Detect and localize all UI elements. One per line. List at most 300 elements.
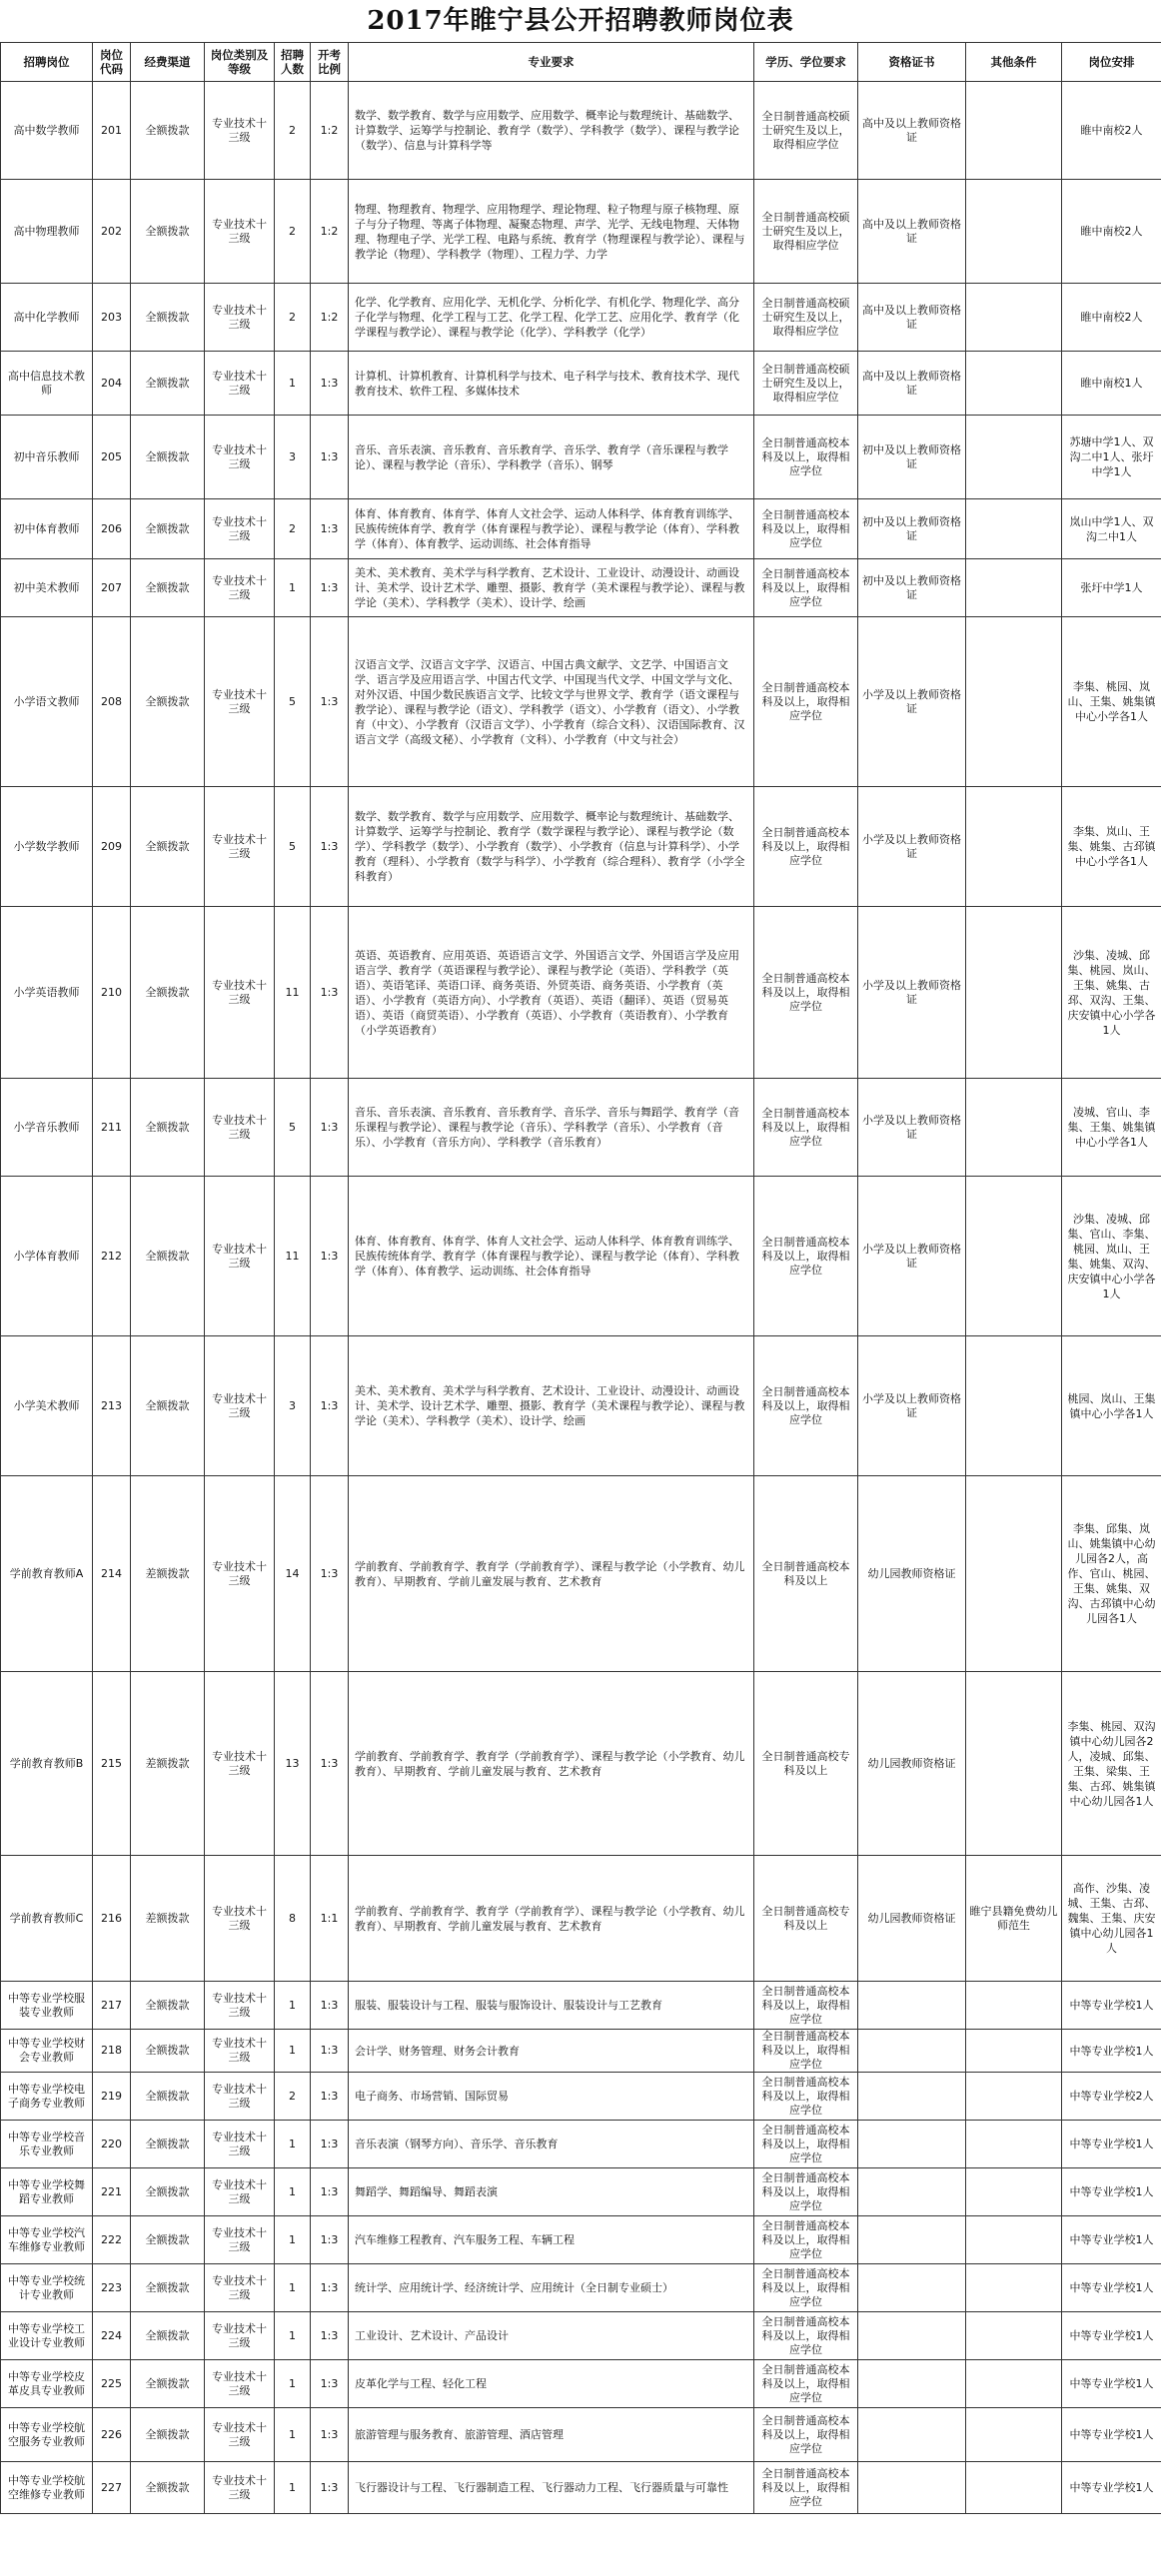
cell-education: 全日制普通高校本科及以上，取得相应学位 xyxy=(754,2360,858,2408)
cell-fund: 全额拨款 xyxy=(131,2121,205,2168)
cell-post: 学前教育教师A xyxy=(1,1476,93,1672)
cell-other xyxy=(966,1476,1062,1672)
cell-placement: 睢中南校2人 xyxy=(1062,82,1161,180)
cell-count: 1 xyxy=(275,2360,311,2408)
cell-ratio: 1:3 xyxy=(311,1336,349,1476)
cell-category: 专业技术十三级 xyxy=(205,2030,275,2073)
table-row xyxy=(1,2360,1161,2408)
cell-fund: 全额拨款 xyxy=(131,2312,205,2360)
cell-code: 204 xyxy=(93,352,131,416)
cell-fund: 全额拨款 xyxy=(131,82,205,180)
table-row xyxy=(1,1336,1161,1476)
header-code: 岗位代码 xyxy=(93,43,131,82)
cell-placement: 中等专业学校1人 xyxy=(1062,2030,1161,2073)
cell-major: 音乐、音乐表演、音乐教育、音乐教育学、音乐学、音乐与舞蹈学、教育学（音乐课程与教学论）、课程与教学论（音乐）、学科教学（音乐）、小学教育（音乐）、小学教育（音乐方向）、学科教学（音乐教育） xyxy=(349,1079,754,1177)
table-row xyxy=(1,2030,1161,2073)
cell-code: 205 xyxy=(93,416,131,499)
table-row xyxy=(1,907,1161,1079)
cell-category: 专业技术十三级 xyxy=(205,1476,275,1672)
cell-code: 216 xyxy=(93,1856,131,1982)
cell-post: 中等专业学校服装专业教师 xyxy=(1,1982,93,2030)
header-certificate: 资格证书 xyxy=(858,43,966,82)
cell-post: 学前教育教师B xyxy=(1,1672,93,1856)
cell-major: 数学、数学教育、数学与应用数学、应用数学、概率论与数理统计、基础数学、计算数学、运筹学与控制论、教育学（数学课程与教学论）、课程与教学论（数学）、学科教学（数学）、小学教育（数学）、小学教育（信息与计算科学）、小学教育（理科）、小学教育（数学与科学）、小学教育（综合理科）、教育学（小学全科教育） xyxy=(349,787,754,907)
cell-placement: 睢中南校1人 xyxy=(1062,352,1161,416)
cell-certificate: 小学及以上教师资格证 xyxy=(858,787,966,907)
cell-major: 学前教育、学前教育学、教育学（学前教育学）、课程与教学论（小学教育、幼儿教育）、早期教育、学前儿童发展与教育、艺术教育 xyxy=(349,1856,754,1982)
table-row xyxy=(1,2073,1161,2121)
cell-other xyxy=(966,2408,1062,2462)
cell-certificate: 幼儿园教师资格证 xyxy=(858,1476,966,1672)
cell-ratio: 1:3 xyxy=(311,2408,349,2462)
cell-code: 223 xyxy=(93,2264,131,2312)
cell-code: 207 xyxy=(93,559,131,617)
cell-education: 全日制普通高校本科及以上，取得相应学位 xyxy=(754,1336,858,1476)
cell-fund: 全额拨款 xyxy=(131,2360,205,2408)
cell-fund: 差额拨款 xyxy=(131,1856,205,1982)
cell-major: 计算机、计算机教育、计算机科学与技术、电子科学与技术、教育技术学、现代教育技术、软件工程、多媒体技术 xyxy=(349,352,754,416)
header-major: 专业要求 xyxy=(349,43,754,82)
cell-placement: 岚山中学1人、双沟二中1人 xyxy=(1062,499,1161,559)
cell-certificate xyxy=(858,2408,966,2462)
cell-category: 专业技术十三级 xyxy=(205,787,275,907)
cell-post: 中等专业学校航空维修专业教师 xyxy=(1,2462,93,2514)
cell-category: 专业技术十三级 xyxy=(205,1177,275,1336)
cell-other xyxy=(966,1672,1062,1856)
cell-other xyxy=(966,499,1062,559)
cell-count: 5 xyxy=(275,1079,311,1177)
cell-placement: 李集、桃园、双沟镇中心幼儿园各2人，凌城、邱集、王集、梁集、王集、古邳、姚集镇中心幼儿园各1人 xyxy=(1062,1672,1161,1856)
cell-count: 1 xyxy=(275,559,311,617)
cell-category: 专业技术十三级 xyxy=(205,2264,275,2312)
table-row xyxy=(1,2121,1161,2168)
cell-ratio: 1:2 xyxy=(311,284,349,352)
cell-education: 全日制普通高校本科及以上，取得相应学位 xyxy=(754,2312,858,2360)
cell-education: 全日制普通高校本科及以上，取得相应学位 xyxy=(754,1982,858,2030)
cell-fund: 全额拨款 xyxy=(131,2030,205,2073)
cell-education: 全日制普通高校本科及以上，取得相应学位 xyxy=(754,787,858,907)
cell-major: 体育、体育教育、体育学、体育人文社会学、运动人体科学、体育教育训练学、民族传统体育学、教育学（体育课程与教学论）、课程与教学论（体育）、学科教学（体育）、体育教学、运动训练、社会体育指导 xyxy=(349,499,754,559)
cell-count: 14 xyxy=(275,1476,311,1672)
table-row xyxy=(1,2264,1161,2312)
cell-fund: 差额拨款 xyxy=(131,1476,205,1672)
cell-major: 化学、化学教育、应用化学、无机化学、分析化学、有机化学、物理化学、高分子化学与物理、化学工程与工艺、化学工程、化学工艺、应用化学、教育学（化学课程与教学论）、课程与教学论（化学）、学科教学（化学） xyxy=(349,284,754,352)
cell-code: 222 xyxy=(93,2216,131,2264)
cell-major: 物理、物理教育、物理学、应用物理学、理论物理、粒子物理与原子核物理、原子与分子物理、等离子体物理、凝聚态物理、声学、光学、无线电物理、天体物理、物理电子学、光学工程、电路与系统、教育学（物理课程与教学论）、课程与教学论（物理）、学科教学（物理）、工程力学、力学 xyxy=(349,180,754,284)
cell-count: 11 xyxy=(275,907,311,1079)
cell-count: 1 xyxy=(275,2408,311,2462)
cell-fund: 全额拨款 xyxy=(131,2073,205,2121)
cell-ratio: 1:3 xyxy=(311,787,349,907)
cell-category: 专业技术十三级 xyxy=(205,2408,275,2462)
cell-education: 全日制普通高校本科及以上，取得相应学位 xyxy=(754,1177,858,1336)
cell-ratio: 1:3 xyxy=(311,1079,349,1177)
cell-category: 专业技术十三级 xyxy=(205,180,275,284)
cell-ratio: 1:3 xyxy=(311,1177,349,1336)
cell-code: 214 xyxy=(93,1476,131,1672)
cell-category: 专业技术十三级 xyxy=(205,907,275,1079)
header-post: 招聘岗位 xyxy=(1,43,93,82)
cell-education: 全日制普通高校本科及以上，取得相应学位 xyxy=(754,617,858,787)
cell-education: 全日制普通高校本科及以上，取得相应学位 xyxy=(754,499,858,559)
cell-ratio: 1:3 xyxy=(311,416,349,499)
cell-count: 5 xyxy=(275,617,311,787)
cell-major: 美术、美术教育、美术学与科学教育、艺术设计、工业设计、动漫设计、动画设计、美术学、设计艺术学、雕塑、摄影、教育学（美术课程与教学论）、课程与教学论（美术）、学科教学（美术）、设计学、绘画 xyxy=(349,1336,754,1476)
cell-major: 汉语言文学、汉语言文字学、汉语言、中国古典文献学、文艺学、中国语言文学、语言学及应用语言学、中国古代文学、中国现当代文学、中国文学与文化、对外汉语、中国少数民族语言文学、比较文学与世界文学、教育学（语文课程与教学论）、课程与教学论（语文）、学科教学（语文）、小学教育（语文）、小学教育（中文）、小学教育（汉语言文学）、小学教育（综合文科）、汉语国际教育、汉语言文学（高级文秘）、小学教育（文科）、小学教育（中文与社会） xyxy=(349,617,754,787)
cell-code: 227 xyxy=(93,2462,131,2514)
cell-education: 全日制普通高校专科及以上 xyxy=(754,1672,858,1856)
table-row xyxy=(1,2408,1161,2462)
cell-placement: 中等专业学校1人 xyxy=(1062,2462,1161,2514)
cell-placement: 中等专业学校2人 xyxy=(1062,2073,1161,2121)
cell-ratio: 1:3 xyxy=(311,907,349,1079)
cell-fund: 全额拨款 xyxy=(131,2264,205,2312)
cell-count: 2 xyxy=(275,2073,311,2121)
cell-code: 208 xyxy=(93,617,131,787)
cell-education: 全日制普通高校本科及以上，取得相应学位 xyxy=(754,2462,858,2514)
cell-other xyxy=(966,2360,1062,2408)
table-row xyxy=(1,499,1161,559)
cell-post: 高中数学教师 xyxy=(1,82,93,180)
cell-ratio: 1:3 xyxy=(311,499,349,559)
cell-count: 2 xyxy=(275,284,311,352)
cell-major: 皮革化学与工程、轻化工程 xyxy=(349,2360,754,2408)
cell-count: 1 xyxy=(275,2121,311,2168)
cell-ratio: 1:1 xyxy=(311,1856,349,1982)
cell-other xyxy=(966,416,1062,499)
cell-post: 中等专业学校财会专业教师 xyxy=(1,2030,93,2073)
cell-major: 汽车维修工程教育、汽车服务工程、车辆工程 xyxy=(349,2216,754,2264)
cell-ratio: 1:2 xyxy=(311,82,349,180)
cell-other xyxy=(966,1982,1062,2030)
cell-fund: 全额拨款 xyxy=(131,2462,205,2514)
cell-code: 211 xyxy=(93,1079,131,1177)
cell-certificate: 小学及以上教师资格证 xyxy=(858,1336,966,1476)
cell-placement: 中等专业学校1人 xyxy=(1062,1982,1161,2030)
cell-category: 专业技术十三级 xyxy=(205,2168,275,2216)
cell-major: 音乐表演（钢琴方向）、音乐学、音乐教育 xyxy=(349,2121,754,2168)
cell-code: 203 xyxy=(93,284,131,352)
cell-code: 225 xyxy=(93,2360,131,2408)
cell-certificate xyxy=(858,1982,966,2030)
cell-category: 专业技术十三级 xyxy=(205,284,275,352)
cell-ratio: 1:3 xyxy=(311,2462,349,2514)
cell-category: 专业技术十三级 xyxy=(205,1672,275,1856)
cell-placement: 李集、桃园、岚山、王集、姚集镇中心小学各1人 xyxy=(1062,617,1161,787)
cell-other xyxy=(966,2073,1062,2121)
table-row xyxy=(1,787,1161,907)
cell-other xyxy=(966,2121,1062,2168)
cell-count: 8 xyxy=(275,1856,311,1982)
cell-count: 1 xyxy=(275,2264,311,2312)
cell-other xyxy=(966,1336,1062,1476)
cell-placement: 中等专业学校1人 xyxy=(1062,2312,1161,2360)
cell-category: 专业技术十三级 xyxy=(205,352,275,416)
cell-certificate xyxy=(858,2216,966,2264)
cell-education: 全日制普通高校硕士研究生及以上，取得相应学位 xyxy=(754,284,858,352)
cell-category: 专业技术十三级 xyxy=(205,1336,275,1476)
header-fund: 经费渠道 xyxy=(131,43,205,82)
cell-major: 英语、英语教育、应用英语、英语语言文学、外国语言文学、外国语言学及应用语言学、教育学（英语课程与教学论）、课程与教学论（英语）、学科教学（英语）、英语笔译、英语口译、商务英语、外贸英语、商务英语、小学教育（英语）、小学教育（英语方向）、小学教育（英语）、英语（翻译）、英语（贸易英语）、英语（商贸英语）、小学教育（英语）、小学教育（英语教育）、小学教育（小学英语教育） xyxy=(349,907,754,1079)
cell-fund: 全额拨款 xyxy=(131,352,205,416)
cell-placement: 李集、邱集、岚山、姚集镇中心幼儿园各2人，高作、官山、桃园、王集、姚集、双沟、古邳镇中心幼儿园各1人 xyxy=(1062,1476,1161,1672)
cell-other xyxy=(966,2312,1062,2360)
cell-placement: 苏塘中学1人、双沟二中1人、张圩中学1人 xyxy=(1062,416,1161,499)
cell-certificate xyxy=(858,2462,966,2514)
table-row xyxy=(1,1982,1161,2030)
cell-education: 全日制普通高校本科及以上，取得相应学位 xyxy=(754,2030,858,2073)
cell-post: 中等专业学校汽车维修专业教师 xyxy=(1,2216,93,2264)
cell-other xyxy=(966,617,1062,787)
table-row xyxy=(1,1079,1161,1177)
cell-fund: 全额拨款 xyxy=(131,787,205,907)
table-row xyxy=(1,1177,1161,1336)
cell-category: 专业技术十三级 xyxy=(205,2073,275,2121)
cell-post: 中等专业学校统计专业教师 xyxy=(1,2264,93,2312)
cell-post: 中等专业学校音乐专业教师 xyxy=(1,2121,93,2168)
table-row xyxy=(1,559,1161,617)
cell-category: 专业技术十三级 xyxy=(205,416,275,499)
cell-fund: 全额拨款 xyxy=(131,284,205,352)
cell-certificate: 小学及以上教师资格证 xyxy=(858,1079,966,1177)
cell-education: 全日制普通高校本科及以上 xyxy=(754,1476,858,1672)
cell-fund: 全额拨款 xyxy=(131,1982,205,2030)
cell-ratio: 1:3 xyxy=(311,2073,349,2121)
cell-major: 体育、体育教育、体育学、体育人文社会学、运动人体科学、体育教育训练学、民族传统体育学、教育学（体育课程与教学论）、课程与教学论（体育）、学科教学（体育）、体育教学、运动训练、社会体育指导 xyxy=(349,1177,754,1336)
cell-education: 全日制普通高校本科及以上，取得相应学位 xyxy=(754,2121,858,2168)
cell-placement: 李集、岚山、王集、姚集、古邳镇中心小学各1人 xyxy=(1062,787,1161,907)
cell-count: 1 xyxy=(275,2312,311,2360)
cell-post: 中等专业学校皮革皮具专业教师 xyxy=(1,2360,93,2408)
cell-ratio: 1:3 xyxy=(311,2312,349,2360)
cell-certificate: 小学及以上教师资格证 xyxy=(858,1177,966,1336)
cell-code: 202 xyxy=(93,180,131,284)
cell-count: 5 xyxy=(275,787,311,907)
cell-major: 学前教育、学前教育学、教育学（学前教育学）、课程与教学论（小学教育、幼儿教育）、早期教育、学前儿童发展与教育、艺术教育 xyxy=(349,1476,754,1672)
table-row xyxy=(1,2312,1161,2360)
cell-education: 全日制普通高校本科及以上，取得相应学位 xyxy=(754,2168,858,2216)
cell-post: 小学数学教师 xyxy=(1,787,93,907)
table-row xyxy=(1,2168,1161,2216)
cell-post: 初中体育教师 xyxy=(1,499,93,559)
table-row xyxy=(1,416,1161,499)
cell-placement: 中等专业学校1人 xyxy=(1062,2168,1161,2216)
cell-education: 全日制普通高校本科及以上，取得相应学位 xyxy=(754,1079,858,1177)
cell-count: 1 xyxy=(275,2030,311,2073)
cell-placement: 中等专业学校1人 xyxy=(1062,2216,1161,2264)
cell-other xyxy=(966,2030,1062,2073)
cell-placement: 高作、沙集、凌城、王集、古邳、魏集、王集、庆安镇中心幼儿园各1人 xyxy=(1062,1856,1161,1982)
cell-major: 飞行器设计与工程、飞行器制造工程、飞行器动力工程、飞行器质量与可靠性 xyxy=(349,2462,754,2514)
document-title: 2017年睢宁县公开招聘教师岗位表 xyxy=(367,6,794,36)
cell-certificate xyxy=(858,2073,966,2121)
cell-count: 1 xyxy=(275,2168,311,2216)
cell-count: 3 xyxy=(275,416,311,499)
cell-code: 212 xyxy=(93,1177,131,1336)
cell-placement: 沙集、凌城、邱集、桃园、岚山、王集、姚集、古邳、双沟、王集、庆安镇中心小学各1人 xyxy=(1062,907,1161,1079)
cell-code: 206 xyxy=(93,499,131,559)
cell-placement: 睢中南校2人 xyxy=(1062,284,1161,352)
cell-fund: 全额拨款 xyxy=(131,499,205,559)
cell-certificate xyxy=(858,2030,966,2073)
cell-other xyxy=(966,907,1062,1079)
cell-post: 小学体育教师 xyxy=(1,1177,93,1336)
cell-category: 专业技术十三级 xyxy=(205,2216,275,2264)
cell-count: 1 xyxy=(275,2216,311,2264)
cell-major: 统计学、应用统计学、经济统计学、应用统计（全日制专业硕士） xyxy=(349,2264,754,2312)
cell-other xyxy=(966,2462,1062,2514)
cell-education: 全日制普通高校硕士研究生及以上，取得相应学位 xyxy=(754,180,858,284)
cell-other xyxy=(966,1079,1062,1177)
cell-count: 13 xyxy=(275,1672,311,1856)
table-row xyxy=(1,284,1161,352)
cell-certificate: 小学及以上教师资格证 xyxy=(858,617,966,787)
cell-certificate xyxy=(858,2121,966,2168)
cell-certificate: 初中及以上教师资格证 xyxy=(858,499,966,559)
cell-placement: 凌城、官山、李集、王集、姚集镇中心小学各1人 xyxy=(1062,1079,1161,1177)
cell-education: 全日制普通高校硕士研究生及以上，取得相应学位 xyxy=(754,82,858,180)
cell-count: 2 xyxy=(275,180,311,284)
cell-post: 中等专业学校工业设计专业教师 xyxy=(1,2312,93,2360)
table-row xyxy=(1,1476,1161,1672)
cell-fund: 全额拨款 xyxy=(131,416,205,499)
table-row xyxy=(1,1856,1161,1982)
header-ratio: 开考比例 xyxy=(311,43,349,82)
cell-category: 专业技术十三级 xyxy=(205,2462,275,2514)
cell-category: 专业技术十三级 xyxy=(205,1079,275,1177)
cell-major: 舞蹈学、舞蹈编导、舞蹈表演 xyxy=(349,2168,754,2216)
cell-major: 数学、数学教育、数学与应用数学、应用数学、概率论与数理统计、基础数学、计算数学、运筹学与控制论、教育学（数学）、学科教学（数学）、课程与教学论（数学）、信息与计算科学等 xyxy=(349,82,754,180)
cell-count: 1 xyxy=(275,1982,311,2030)
cell-post: 初中美术教师 xyxy=(1,559,93,617)
cell-ratio: 1:3 xyxy=(311,1672,349,1856)
cell-certificate: 幼儿园教师资格证 xyxy=(858,1856,966,1982)
cell-post: 中等专业学校电子商务专业教师 xyxy=(1,2073,93,2121)
cell-placement: 中等专业学校1人 xyxy=(1062,2121,1161,2168)
cell-code: 226 xyxy=(93,2408,131,2462)
cell-other xyxy=(966,2264,1062,2312)
cell-other: 睢宁县籍免费幼儿师范生 xyxy=(966,1856,1062,1982)
cell-ratio: 1:3 xyxy=(311,352,349,416)
cell-placement: 中等专业学校1人 xyxy=(1062,2408,1161,2462)
cell-certificate xyxy=(858,2312,966,2360)
cell-education: 全日制普通高校本科及以上，取得相应学位 xyxy=(754,907,858,1079)
cell-placement: 桃园、岚山、王集镇中心小学各1人 xyxy=(1062,1336,1161,1476)
cell-fund: 全额拨款 xyxy=(131,907,205,1079)
cell-education: 全日制普通高校本科及以上，取得相应学位 xyxy=(754,416,858,499)
cell-certificate: 幼儿园教师资格证 xyxy=(858,1672,966,1856)
header-other: 其他条件 xyxy=(966,43,1062,82)
cell-category: 专业技术十三级 xyxy=(205,1982,275,2030)
header-placement: 岗位安排 xyxy=(1062,43,1161,82)
cell-count: 2 xyxy=(275,82,311,180)
cell-certificate: 高中及以上教师资格证 xyxy=(858,284,966,352)
cell-fund: 全额拨款 xyxy=(131,617,205,787)
cell-code: 210 xyxy=(93,907,131,1079)
cell-ratio: 1:3 xyxy=(311,617,349,787)
cell-ratio: 1:3 xyxy=(311,2121,349,2168)
positions-table xyxy=(0,42,1161,2514)
cell-education: 全日制普通高校本科及以上，取得相应学位 xyxy=(754,2408,858,2462)
cell-code: 220 xyxy=(93,2121,131,2168)
cell-certificate: 高中及以上教师资格证 xyxy=(858,82,966,180)
cell-placement: 睢中南校2人 xyxy=(1062,180,1161,284)
cell-fund: 全额拨款 xyxy=(131,2168,205,2216)
cell-certificate: 初中及以上教师资格证 xyxy=(858,416,966,499)
cell-post: 小学音乐教师 xyxy=(1,1079,93,1177)
cell-fund: 全额拨款 xyxy=(131,2408,205,2462)
cell-category: 专业技术十三级 xyxy=(205,2360,275,2408)
cell-education: 全日制普通高校硕士研究生及以上，取得相应学位 xyxy=(754,352,858,416)
cell-major: 服装、服装设计与工程、服装与服饰设计、服装设计与工艺教育 xyxy=(349,1982,754,2030)
cell-category: 专业技术十三级 xyxy=(205,559,275,617)
cell-ratio: 1:3 xyxy=(311,1476,349,1672)
cell-ratio: 1:3 xyxy=(311,2216,349,2264)
cell-code: 224 xyxy=(93,2312,131,2360)
cell-category: 专业技术十三级 xyxy=(205,2121,275,2168)
cell-fund: 全额拨款 xyxy=(131,2216,205,2264)
cell-education: 全日制普通高校本科及以上，取得相应学位 xyxy=(754,2264,858,2312)
cell-code: 209 xyxy=(93,787,131,907)
cell-post: 小学语文教师 xyxy=(1,617,93,787)
header-count: 招聘人数 xyxy=(275,43,311,82)
cell-certificate: 初中及以上教师资格证 xyxy=(858,559,966,617)
cell-fund: 全额拨款 xyxy=(131,559,205,617)
cell-post: 小学美术教师 xyxy=(1,1336,93,1476)
cell-placement: 中等专业学校1人 xyxy=(1062,2360,1161,2408)
cell-post: 中等专业学校舞蹈专业教师 xyxy=(1,2168,93,2216)
cell-category: 专业技术十三级 xyxy=(205,82,275,180)
cell-category: 专业技术十三级 xyxy=(205,1856,275,1982)
cell-major: 电子商务、市场营销、国际贸易 xyxy=(349,2073,754,2121)
cell-post: 高中物理教师 xyxy=(1,180,93,284)
cell-post: 学前教育教师C xyxy=(1,1856,93,1982)
cell-post: 中等专业学校航空服务专业教师 xyxy=(1,2408,93,2462)
cell-count: 2 xyxy=(275,499,311,559)
cell-ratio: 1:3 xyxy=(311,559,349,617)
cell-certificate: 高中及以上教师资格证 xyxy=(858,180,966,284)
cell-other xyxy=(966,2168,1062,2216)
cell-post: 高中化学教师 xyxy=(1,284,93,352)
cell-fund: 全额拨款 xyxy=(131,1177,205,1336)
cell-count: 1 xyxy=(275,352,311,416)
cell-ratio: 1:3 xyxy=(311,2030,349,2073)
cell-placement: 中等专业学校1人 xyxy=(1062,2264,1161,2312)
cell-ratio: 1:3 xyxy=(311,1982,349,2030)
cell-major: 美术、美术教育、美术学与科学教育、艺术设计、工业设计、动漫设计、动画设计、美术学、设计艺术学、雕塑、摄影、教育学（美术课程与教学论）、课程与教学论（美术）、学科教学（美术）、设计学、绘画 xyxy=(349,559,754,617)
cell-certificate: 小学及以上教师资格证 xyxy=(858,907,966,1079)
cell-ratio: 1:3 xyxy=(311,2168,349,2216)
cell-code: 221 xyxy=(93,2168,131,2216)
table-row xyxy=(1,82,1161,180)
cell-fund: 全额拨款 xyxy=(131,1079,205,1177)
cell-placement: 张圩中学1人 xyxy=(1062,559,1161,617)
cell-ratio: 1:2 xyxy=(311,180,349,284)
cell-fund: 全额拨款 xyxy=(131,180,205,284)
header-education: 学历、学位要求 xyxy=(754,43,858,82)
cell-other xyxy=(966,559,1062,617)
cell-category: 专业技术十三级 xyxy=(205,617,275,787)
table-row xyxy=(1,617,1161,787)
cell-code: 217 xyxy=(93,1982,131,2030)
cell-certificate: 高中及以上教师资格证 xyxy=(858,352,966,416)
table-row xyxy=(1,1672,1161,1856)
cell-fund: 全额拨款 xyxy=(131,1336,205,1476)
cell-other xyxy=(966,82,1062,180)
cell-other xyxy=(966,2216,1062,2264)
cell-placement: 沙集、凌城、邱集、官山、李集、桃园、岚山、王集、姚集、双沟、庆安镇中心小学各1人 xyxy=(1062,1177,1161,1336)
cell-education: 全日制普通高校本科及以上，取得相应学位 xyxy=(754,2073,858,2121)
